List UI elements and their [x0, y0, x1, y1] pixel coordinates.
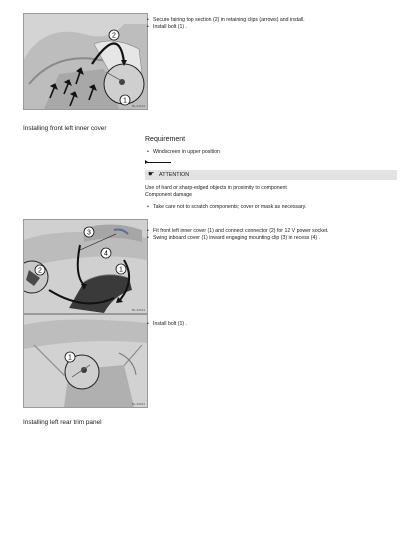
- section-title-front-left-inner-cover: Installing front left inner cover: [23, 125, 107, 132]
- attention-item: • Take care not to scratch components; cover or mask as necessary.: [147, 204, 397, 211]
- callout-3: [84, 227, 94, 237]
- svg-text:2: 2: [112, 32, 116, 40]
- attention-consequence: Component damage: [145, 192, 193, 198]
- figure-id: BL-54013: [131, 308, 145, 312]
- step2-instructions: [147, 228, 397, 242]
- hand-pointer-icon: ☛: [148, 171, 155, 178]
- svg-text:1: 1: [123, 97, 127, 105]
- instruction-item: • Swing inboard cover (1) inward engaging mounting clip (3) in recess (4) .: [147, 235, 397, 242]
- svg-text:1: 1: [68, 354, 72, 362]
- attention-list: [147, 204, 397, 211]
- instruction-item: • Fit front left inner cover (1) and connect connector (2) for 12 V power socket.: [147, 228, 397, 235]
- callout-1: [65, 352, 75, 362]
- divider-arrow-icon: [145, 160, 148, 164]
- step1-instructions: [147, 17, 397, 31]
- svg-text:1: 1: [119, 266, 123, 274]
- figure-id: BL-54012: [131, 104, 145, 108]
- svg-text:3: 3: [87, 229, 91, 237]
- instruction-item: • Install bolt (1) .: [147, 321, 397, 328]
- callout-2: [109, 30, 119, 40]
- step3-instructions: [147, 321, 397, 328]
- callout-2: [35, 265, 45, 275]
- section-title-left-rear-trim-panel: Installing left rear trim panel: [23, 419, 102, 426]
- callout-4: [101, 248, 111, 258]
- requirement-item: • Windscreen in upper position: [147, 149, 397, 156]
- attention-label: ATTENTION: [159, 171, 190, 178]
- attention-box: [145, 170, 397, 198]
- callout-1: [116, 264, 126, 274]
- figure-id: BL-54014: [131, 402, 145, 406]
- figure-front-left-inner-cover: [23, 219, 148, 314]
- requirement-list: [147, 149, 397, 156]
- figure-install-bolt: [23, 314, 148, 408]
- svg-text:2: 2: [38, 267, 42, 275]
- instruction-item: • Install bolt (1) .: [147, 24, 397, 31]
- instruction-item: • Secure fairing top section (2) in retaining clips (arrows) and install.: [147, 17, 397, 24]
- fairing-illustration: [24, 14, 147, 109]
- requirement-label: Requirement: [145, 136, 186, 143]
- inner-cover-illustration: [24, 220, 147, 313]
- figure-fairing-top-section: [23, 13, 148, 110]
- attention-heading: Use of hard or sharp-edged objects in proximity to component: [145, 185, 287, 191]
- svg-text:4: 4: [104, 250, 108, 258]
- divider-marker: [147, 162, 171, 163]
- attention-header: [145, 170, 397, 180]
- bolt-illustration: [24, 315, 147, 407]
- callout-1: [120, 95, 130, 105]
